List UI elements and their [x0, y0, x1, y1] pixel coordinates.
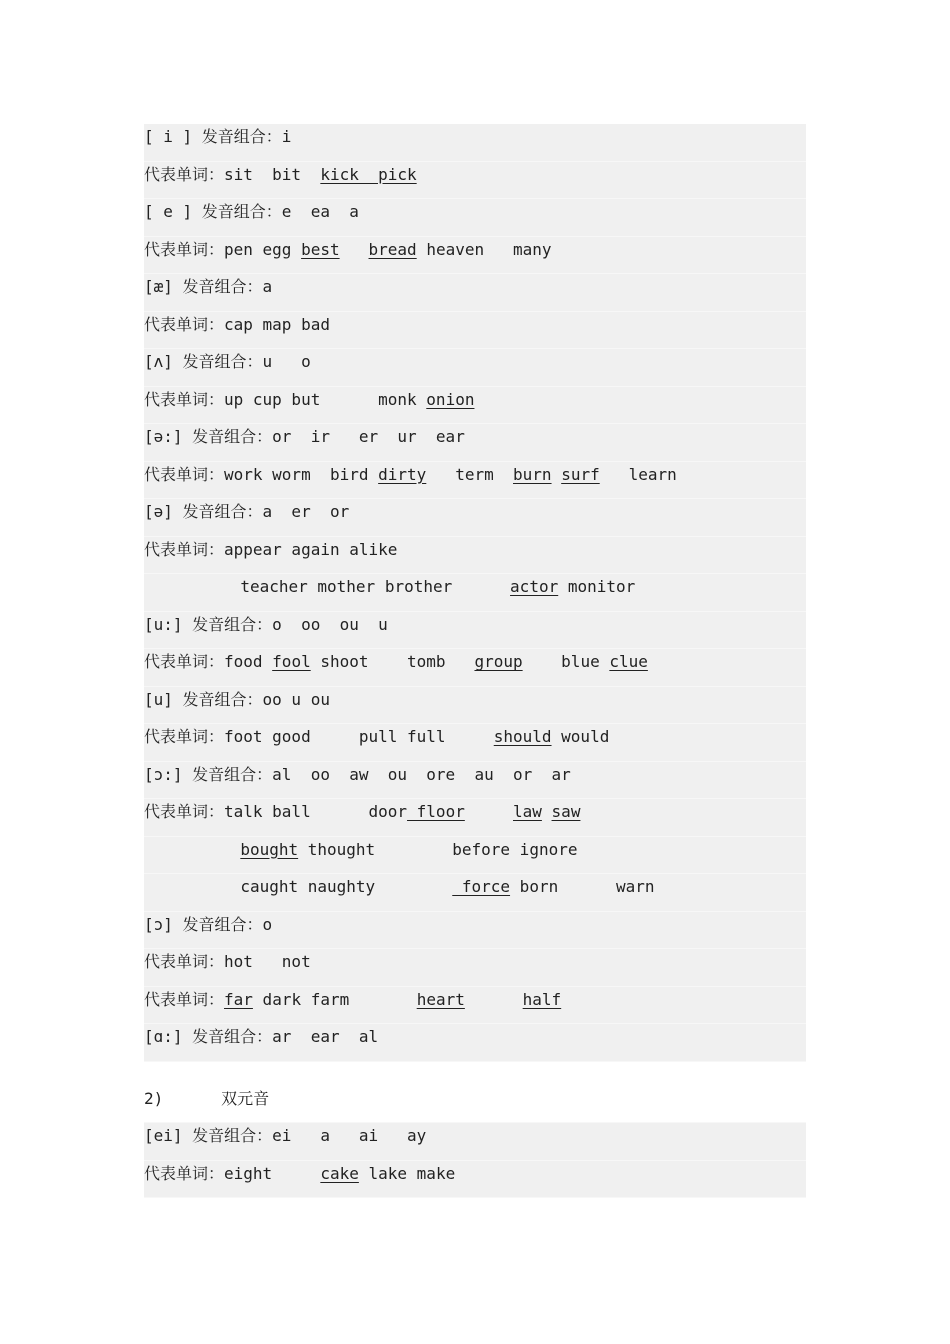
underlined-word: bought — [240, 839, 299, 859]
line-text: teacher mother brother — [144, 577, 511, 596]
text-line — [144, 124, 806, 162]
line-text: [ʌ] 发音组合：u o — [144, 352, 311, 371]
text-line — [144, 837, 806, 875]
line-text: learn — [599, 464, 677, 484]
underlined-word: should — [493, 727, 552, 746]
line-text: 2) 双元音 — [144, 1088, 270, 1108]
underlined-word: law — [513, 802, 542, 821]
line-text: [ɔ] 发音组合：o — [144, 914, 273, 934]
line-text: 代表单词：hot not — [144, 952, 311, 971]
line-text: would — [551, 727, 610, 746]
text-line — [144, 687, 806, 725]
text-line — [144, 274, 806, 312]
text-line — [144, 874, 806, 912]
text-line — [144, 499, 806, 537]
line-text: [ə:] 发音组合：or ir er ur ear — [144, 427, 465, 446]
line-text — [542, 802, 552, 821]
text-line — [144, 312, 806, 350]
line-text: [ɔ:] 发音组合：al oo aw ou ore au or ar — [144, 764, 571, 784]
text-line — [144, 799, 806, 837]
text-line — [144, 987, 806, 1025]
text-line — [144, 1123, 806, 1161]
line-text: 代表单词：up cup but monk — [144, 389, 427, 409]
line-text: [ i ] 发音组合：i — [144, 127, 292, 146]
underlined-word: fool — [272, 652, 311, 671]
line-text: [u:] 发音组合：o oo ou u — [144, 614, 388, 634]
underlined-word: surf — [561, 464, 600, 484]
underlined-word: floor — [407, 802, 465, 821]
underlined-word: best — [301, 239, 340, 259]
line-text — [144, 840, 240, 859]
line-text: shoot tomb — [310, 652, 475, 671]
line-text: [æ] 发音组合：a — [144, 277, 273, 296]
line-text: 代表单词：sit bit — [144, 164, 321, 184]
line-text: term — [426, 464, 514, 484]
underlined-word: actor — [510, 577, 559, 596]
underlined-word: dirty — [378, 464, 427, 484]
text-line — [144, 349, 806, 387]
vowel-list-monophthongs — [144, 124, 806, 1062]
text-line — [144, 574, 806, 612]
line-text: monitor — [558, 577, 636, 596]
text-line — [144, 912, 806, 950]
line-text: 代表单词：eight — [144, 1163, 321, 1183]
line-text: dark farm — [252, 989, 417, 1009]
underlined-word: force — [452, 877, 511, 896]
text-line — [144, 762, 806, 800]
line-text: [ə] 发音组合：a er or — [144, 502, 350, 521]
line-text — [465, 990, 523, 1009]
text-line — [144, 387, 806, 425]
underlined-word: far — [224, 989, 253, 1009]
spacer — [144, 1062, 806, 1086]
text-line — [144, 949, 806, 987]
underlined-word: bread — [368, 239, 417, 259]
underlined-word: kick pick — [320, 164, 417, 184]
text-line — [144, 612, 806, 650]
text-line — [144, 162, 806, 200]
underlined-word: saw — [551, 802, 581, 821]
text-line — [144, 1161, 806, 1199]
line-text: 代表单词：work worm bird — [144, 464, 379, 484]
line-text: born warn — [510, 877, 655, 896]
text-line — [144, 1024, 806, 1062]
line-text — [465, 802, 513, 821]
underlined-word: cake — [320, 1163, 359, 1183]
text-line — [144, 724, 806, 762]
underlined-word: clue — [609, 652, 648, 671]
line-text: 代表单词：cap map bad — [144, 314, 330, 334]
line-text: 代表单词：talk ball door — [144, 802, 408, 821]
line-text: 代表单词：foot good pull full — [144, 727, 494, 746]
line-text: [u] 发音组合：oo u ou — [144, 689, 330, 709]
line-text — [340, 240, 369, 259]
line-text — [552, 465, 562, 484]
text-line — [144, 649, 806, 687]
text-line — [144, 462, 806, 500]
line-text: [ei] 发音组合：ei a ai ay — [144, 1126, 427, 1145]
underlined-word: half — [522, 989, 562, 1009]
text-line — [144, 237, 806, 275]
line-text: thought before ignore — [298, 839, 578, 859]
line-text: heaven many — [416, 239, 552, 259]
line-text: [ɑ:] 发音组合：ar ear al — [144, 1027, 379, 1046]
line-text: lake make — [358, 1163, 456, 1183]
line-text: 代表单词： — [144, 989, 225, 1009]
line-text: 代表单词：pen egg — [144, 239, 302, 259]
line-text: 代表单词：appear again alike — [144, 539, 398, 559]
section-heading-diphthongs — [144, 1086, 806, 1124]
underlined-word: onion — [426, 389, 475, 409]
document — [144, 124, 806, 1198]
underlined-word: heart — [416, 989, 465, 1009]
underlined-word: group — [474, 652, 523, 671]
text-line — [144, 199, 806, 237]
text-line — [144, 537, 806, 575]
text-line — [144, 424, 806, 462]
line-text: blue — [522, 652, 610, 671]
line-text: 代表单词：food — [144, 652, 273, 671]
line-text: caught naughty — [144, 877, 453, 896]
underlined-word: burn — [513, 464, 552, 484]
line-text: [ e ] 发音组合：e ea a — [144, 202, 359, 221]
vowel-list-diphthongs — [144, 1123, 806, 1198]
